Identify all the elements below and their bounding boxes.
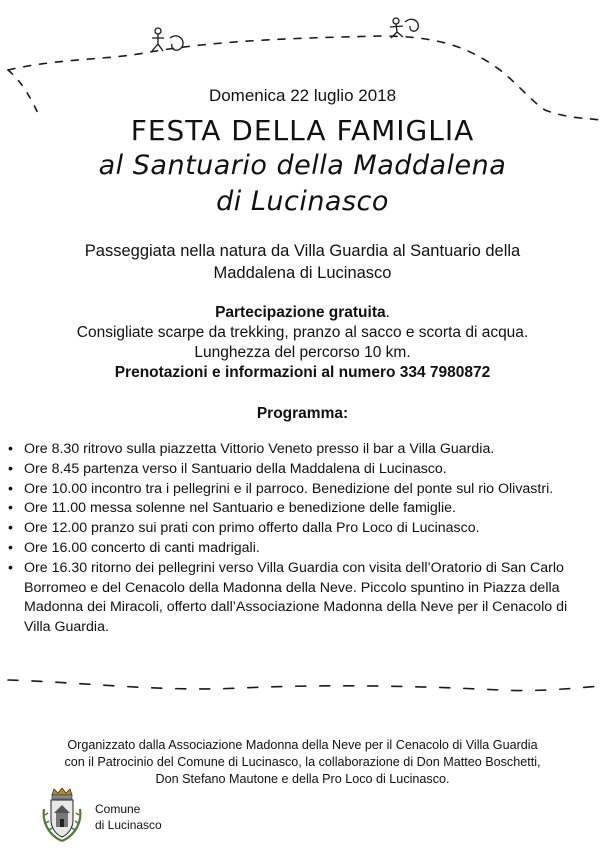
- program-item: • Ore 16.00 concerto di canti madrigali.: [8, 539, 588, 559]
- program-list: [8, 440, 588, 638]
- intro-line-1: Passeggiata nella natura da Villa Guardia al Santuario della: [84, 242, 521, 260]
- municipal-crest-icon: [40, 787, 84, 843]
- program-item: • Ore 8.45 partenza verso il Santuario della Maddalena di Lucinasco.: [8, 460, 588, 480]
- intro-line-2: Maddalena di Lucinasco: [213, 264, 392, 282]
- comune-label: [95, 801, 162, 833]
- footer-line-2: con il Patrocinio del Comune di Lucinasco, la collaborazione di Don Matteo Boschetti,: [64, 755, 541, 769]
- dashed-trail-top: [8, 36, 600, 120]
- program-item: • Ore 10.00 incontro tra i pellegrini e il parroco. Benedizione del ponte sul rio Olivastri.: [8, 480, 588, 500]
- program-item: • Ore 16.30 ritorno dei pellegrini verso Villa Guardia con visita dell’Oratorio di San Carlo Borromeo e del Cenacolo della Madonna della Neve. Piccolo spuntino in Piazza della Madonna dei Miracoli, offerto dall’Associazione Madonna della Neve per il Cenacolo di Villa Guardia.: [8, 559, 588, 638]
- free-participation: Partecipazione gratuita.: [215, 304, 390, 321]
- program-item: • Ore 11.00 messa solenne nel Santuario e benedizione delle famiglie.: [8, 499, 588, 519]
- event-date: Domenica 22 luglio 2018: [208, 86, 397, 105]
- organizers-footer: [0, 737, 605, 788]
- comune-line-2: di Lucinasco: [95, 818, 162, 832]
- footer-line-1: Organizzato dalla Associazione Madonna della Neve per il Cenacolo di Villa Guardia: [67, 738, 538, 752]
- dashed-trail-bottom: [8, 680, 600, 691]
- participation-info: [0, 303, 605, 383]
- comune-line-1: Comune: [95, 802, 141, 816]
- hiker-icon-left: [152, 28, 183, 51]
- program-item: • Ore 8.30 ritrovo sulla piazzetta Vittorio Veneto presso il bar a Villa Guardia.: [8, 440, 588, 460]
- hiker-icon-right: [390, 18, 418, 38]
- event-title-line-1: FESTA DELLA FAMIGLIA: [130, 114, 475, 147]
- equipment-advice: Consigliate scarpe da trekking, pranzo al sacco e scorta di acqua.: [76, 324, 529, 341]
- booking-info: Prenotazioni e informazioni al numero 334 7980872: [114, 364, 491, 381]
- program-heading: Programma:: [256, 405, 349, 422]
- footer-line-3: Don Stefano Mautone e della Pro Loco di Lucinasco.: [155, 772, 450, 786]
- event-title-line-2: al Santuario della Maddalena: [98, 150, 507, 181]
- route-length: Lunghezza del percorso 10 km.: [194, 344, 411, 361]
- event-intro: [0, 240, 605, 284]
- program-item: • Ore 12.00 pranzo sui prati con primo offerto dalla Pro Loco di Lucinasco.: [8, 519, 588, 539]
- event-title-line-3: di Lucinasco: [216, 186, 389, 217]
